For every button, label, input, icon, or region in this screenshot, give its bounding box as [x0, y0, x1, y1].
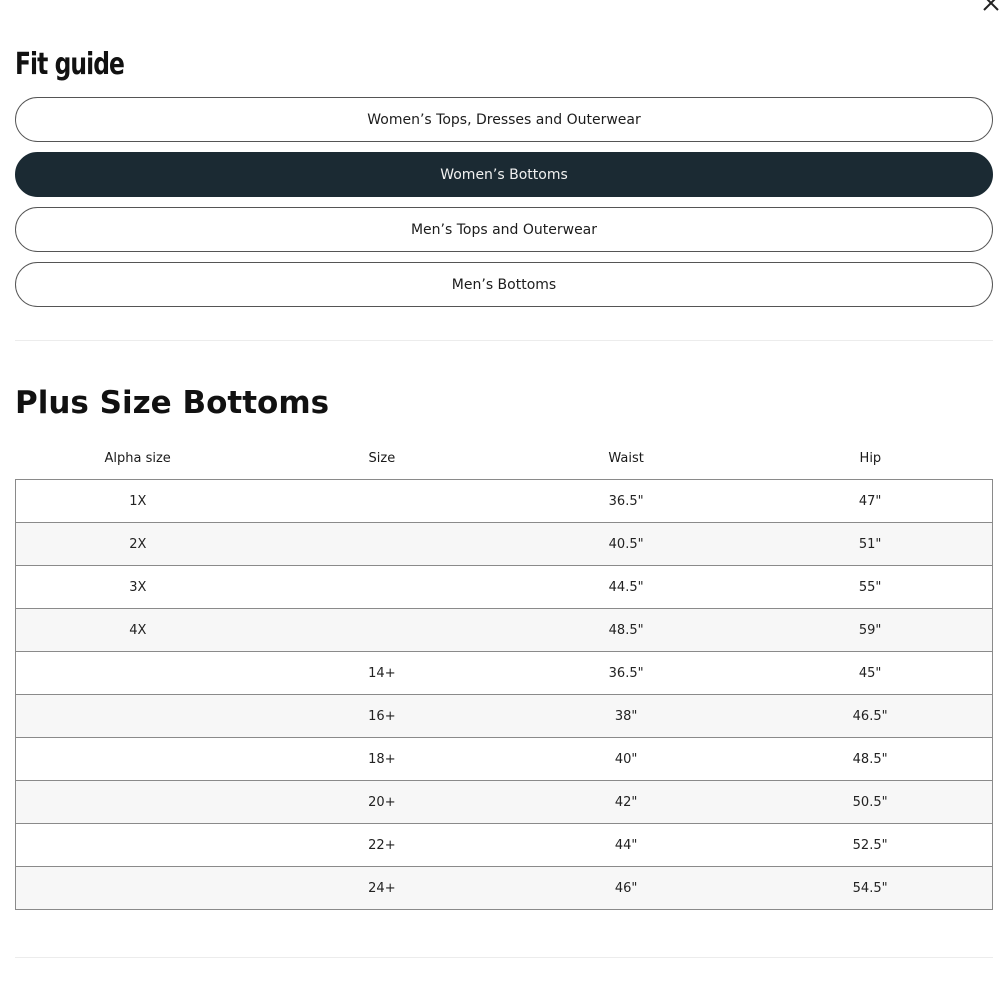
cell-hip: 59": [748, 609, 992, 652]
divider-top: [15, 340, 993, 341]
cell-size: 22+: [260, 824, 504, 867]
cell-waist: 44.5": [504, 566, 748, 609]
close-button[interactable]: [980, 0, 1000, 14]
cell-size: 16+: [260, 695, 504, 738]
cell-hip: 51": [748, 523, 992, 566]
table-row: [16, 480, 993, 523]
table-row: [16, 523, 993, 566]
header-alpha-size: Alpha size: [104, 450, 171, 466]
table-row: [16, 781, 993, 824]
cell-alpha-size: [16, 824, 260, 867]
cell-waist: 36.5": [504, 652, 748, 695]
table-row: [16, 566, 993, 609]
size-table: [15, 437, 993, 910]
cell-waist: 48.5": [504, 609, 748, 652]
header-size: Size: [368, 450, 396, 466]
cell-alpha-size: [16, 695, 260, 738]
close-icon: [980, 0, 1000, 14]
table-row: [16, 824, 993, 867]
cell-hip: 47": [748, 480, 992, 523]
cell-waist: 40.5": [504, 523, 748, 566]
cell-hip: 54.5": [748, 867, 992, 910]
cell-waist: 46": [504, 867, 748, 910]
cell-hip: 48.5": [748, 738, 992, 781]
section-title: Plus Size Bottoms: [15, 385, 330, 421]
modal-title: Fit guide: [15, 47, 124, 82]
cell-alpha-size: [16, 781, 260, 824]
cell-size: [260, 480, 504, 523]
cell-alpha-size: 2X: [16, 523, 260, 566]
cell-alpha-size: [16, 652, 260, 695]
cell-waist: 44": [504, 824, 748, 867]
tab-mens-tops[interactable]: Men’s Tops and Outerwear: [15, 207, 993, 252]
cell-size: 14+: [260, 652, 504, 695]
cell-size: 20+: [260, 781, 504, 824]
tab-womens-tops[interactable]: Women’s Tops, Dresses and Outerwear: [15, 97, 993, 142]
cell-hip: 52.5": [748, 824, 992, 867]
category-tabs: [15, 97, 993, 317]
table-row: [16, 609, 993, 652]
cell-alpha-size: 3X: [16, 566, 260, 609]
table-header-row: [16, 437, 993, 480]
cell-hip: 45": [748, 652, 992, 695]
cell-size: [260, 609, 504, 652]
cell-alpha-size: 4X: [16, 609, 260, 652]
cell-hip: 46.5": [748, 695, 992, 738]
cell-waist: 38": [504, 695, 748, 738]
cell-alpha-size: [16, 738, 260, 781]
cell-hip: 50.5": [748, 781, 992, 824]
table-row: [16, 738, 993, 781]
divider-bottom: [15, 957, 993, 958]
cell-size: [260, 566, 504, 609]
cell-waist: 42": [504, 781, 748, 824]
header-waist: Waist: [608, 450, 644, 466]
cell-size: 18+: [260, 738, 504, 781]
tab-womens-bottoms[interactable]: Women’s Bottoms: [15, 152, 993, 197]
cell-size: 24+: [260, 867, 504, 910]
table-row: [16, 652, 993, 695]
header-hip: Hip: [859, 450, 882, 466]
cell-alpha-size: [16, 867, 260, 910]
table-row: [16, 867, 993, 910]
cell-waist: 36.5": [504, 480, 748, 523]
cell-alpha-size: 1X: [16, 480, 260, 523]
table-row: [16, 695, 993, 738]
tab-mens-bottoms[interactable]: Men’s Bottoms: [15, 262, 993, 307]
cell-waist: 40": [504, 738, 748, 781]
cell-size: [260, 523, 504, 566]
cell-hip: 55": [748, 566, 992, 609]
